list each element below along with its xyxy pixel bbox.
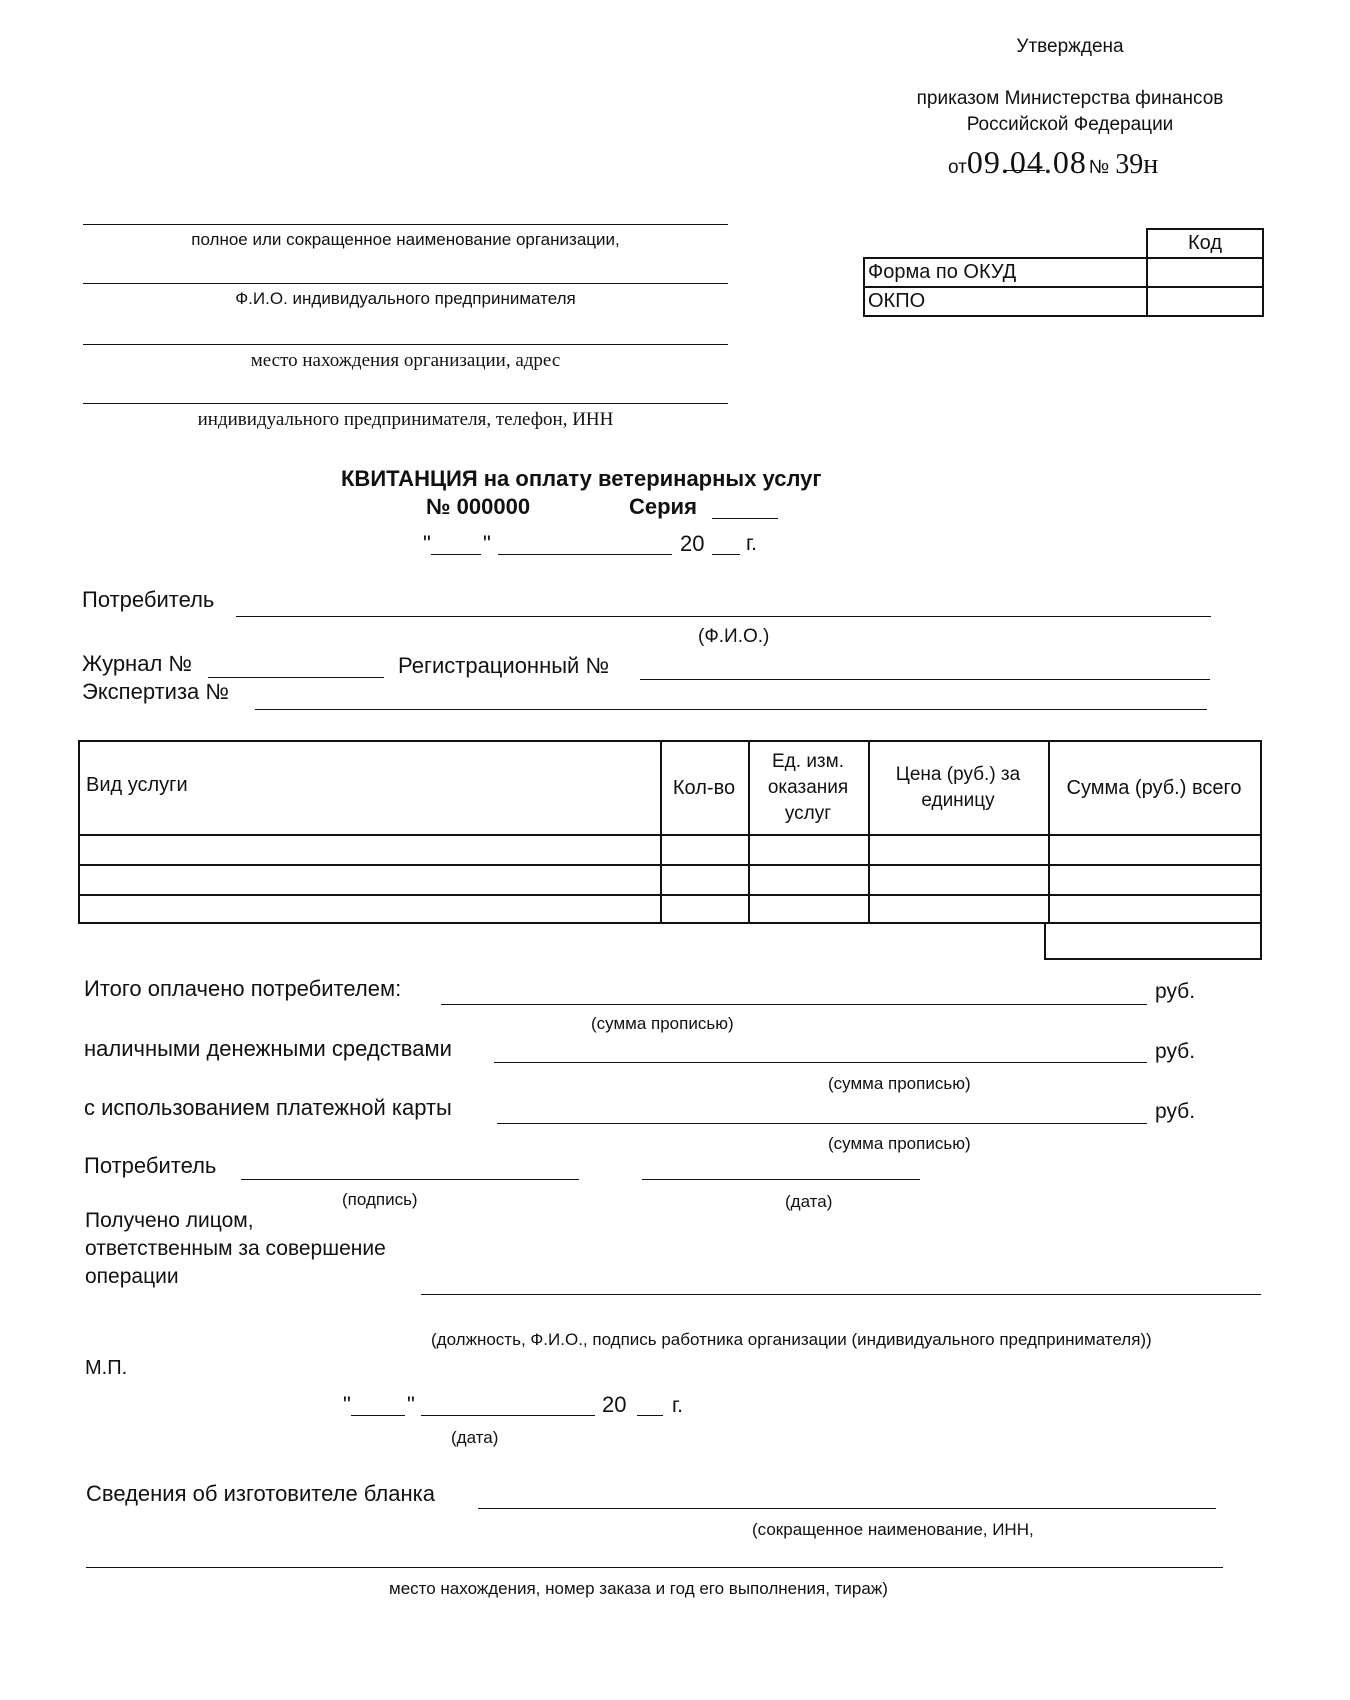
card-line[interactable] bbox=[497, 1123, 1147, 1124]
received-line-3: операции bbox=[85, 1265, 179, 1288]
received-line-1: Получено лицом, bbox=[85, 1209, 254, 1232]
manufacturer-line-2[interactable] bbox=[86, 1567, 1223, 1568]
journal-line[interactable] bbox=[208, 677, 384, 678]
manufacturer-label: Сведения об изготовителе бланка bbox=[86, 1481, 435, 1506]
header-unit: Ед. изм. оказания услуг bbox=[767, 751, 849, 824]
bottom-year-prefix: 20 bbox=[602, 1392, 627, 1417]
table-row[interactable] bbox=[80, 896, 1260, 922]
services-table bbox=[78, 740, 1262, 924]
cash-currency: руб. bbox=[1155, 1040, 1196, 1063]
consumer-caption: (Ф.И.О.) bbox=[698, 626, 770, 647]
receipt-number: № 000000 bbox=[426, 494, 531, 519]
bottom-month-line[interactable] bbox=[421, 1415, 595, 1416]
org-line-4 bbox=[83, 403, 728, 404]
signature-date-caption: (дата) bbox=[785, 1192, 833, 1211]
table-row[interactable] bbox=[80, 836, 1260, 864]
signature-caption: (подпись) bbox=[342, 1190, 418, 1209]
received-line-2: ответственным за совершение bbox=[85, 1237, 386, 1260]
manufacturer-line-1[interactable] bbox=[478, 1508, 1216, 1509]
okpo-value[interactable] bbox=[1147, 287, 1263, 316]
card-label: с использованием платежной карты bbox=[84, 1095, 452, 1120]
consumer-line[interactable] bbox=[236, 616, 1211, 617]
okud-label: Форма по ОКУД bbox=[864, 258, 1147, 287]
card-currency: руб. bbox=[1155, 1100, 1196, 1123]
order-number: 39н bbox=[1115, 149, 1159, 180]
header-total: Сумма (руб.) всего bbox=[1066, 777, 1242, 799]
employee-caption: (должность, Ф.И.О., подпись работника организации (индивидуального предпринимателя)) bbox=[431, 1330, 1152, 1349]
signature-date-line[interactable] bbox=[642, 1179, 920, 1180]
total-words-caption: (сумма прописью) bbox=[591, 1014, 734, 1033]
date-quote-open: " bbox=[423, 531, 431, 556]
header-service-type: Вид услуги bbox=[86, 774, 188, 796]
consumer-label: Потребитель bbox=[82, 587, 215, 612]
org-caption-4: индивидуального предпринимателя, телефон, ИНН bbox=[197, 409, 614, 430]
day-line[interactable] bbox=[431, 554, 481, 555]
total-currency: руб. bbox=[1155, 980, 1196, 1003]
reg-line[interactable] bbox=[640, 679, 1210, 680]
total-paid-label: Итого оплачено потребителем: bbox=[84, 976, 402, 1001]
year-line[interactable] bbox=[712, 554, 740, 555]
order-line-1: приказом Министерства финансов bbox=[916, 88, 1224, 109]
signature-consumer-label: Потребитель bbox=[84, 1153, 217, 1178]
org-caption-1: полное или сокращенное наименование организации, bbox=[191, 230, 620, 249]
org-caption-2: Ф.И.О. индивидуального предпринимателя bbox=[235, 289, 576, 308]
org-line-3 bbox=[83, 344, 728, 345]
exam-label: Экспертиза № bbox=[82, 679, 229, 704]
order-date: 09.04.08 bbox=[966, 144, 1087, 180]
series-label: Серия bbox=[629, 494, 697, 519]
year-prefix: 20 bbox=[680, 531, 705, 556]
okpo-label: ОКПО bbox=[864, 287, 1147, 316]
order-underline bbox=[1005, 170, 1045, 171]
bottom-year-line[interactable] bbox=[637, 1415, 663, 1416]
cash-words-caption: (сумма прописью) bbox=[828, 1074, 971, 1093]
employee-line[interactable] bbox=[421, 1294, 1261, 1295]
okud-value[interactable] bbox=[1147, 258, 1263, 287]
manufacturer-caption-1: (сокращенное наименование, ИНН, bbox=[752, 1520, 1034, 1539]
bottom-date-quote-open: " bbox=[343, 1392, 351, 1417]
approval-title: Утверждена bbox=[1016, 36, 1124, 57]
cash-label: наличными денежными средствами bbox=[84, 1036, 452, 1061]
bottom-year-suffix: г. bbox=[672, 1394, 683, 1417]
bottom-date-caption: (дата) bbox=[451, 1428, 499, 1447]
date-quote-close: " bbox=[483, 531, 491, 556]
codes-table bbox=[863, 228, 1264, 317]
reg-label: Регистрационный № bbox=[398, 653, 610, 678]
total-paid-line[interactable] bbox=[441, 1004, 1147, 1005]
cash-line[interactable] bbox=[494, 1062, 1147, 1063]
bottom-date-quote-close: " bbox=[407, 1392, 415, 1417]
table-row[interactable] bbox=[80, 866, 1260, 894]
order-line-2: Российской Федерации bbox=[966, 114, 1174, 135]
journal-label: Журнал № bbox=[82, 651, 192, 676]
manufacturer-caption-2: место нахождения, номер заказа и год его выполнения, тираж) bbox=[389, 1579, 888, 1598]
stamp-label: М.П. bbox=[85, 1357, 128, 1379]
org-line-2 bbox=[83, 283, 728, 284]
header-price: Цена (руб.) за единицу bbox=[895, 764, 1021, 811]
total-sum-cell[interactable] bbox=[1044, 922, 1262, 960]
order-ref: от09.04.08 № 39н bbox=[948, 144, 1159, 180]
codes-header: Код bbox=[1147, 229, 1263, 258]
receipt-title: КВИТАНЦИЯ на оплату ветеринарных услуг bbox=[341, 466, 822, 491]
card-words-caption: (сумма прописью) bbox=[828, 1134, 971, 1153]
exam-line[interactable] bbox=[255, 709, 1207, 710]
org-line-1 bbox=[83, 224, 728, 225]
series-line[interactable] bbox=[712, 518, 778, 519]
bottom-day-line[interactable] bbox=[351, 1415, 405, 1416]
org-caption-3: место нахождения организации, адрес bbox=[250, 350, 561, 371]
month-line[interactable] bbox=[498, 554, 672, 555]
header-quantity: Кол-во bbox=[672, 777, 736, 799]
signature-line[interactable] bbox=[241, 1179, 579, 1180]
year-suffix: г. bbox=[746, 532, 757, 555]
